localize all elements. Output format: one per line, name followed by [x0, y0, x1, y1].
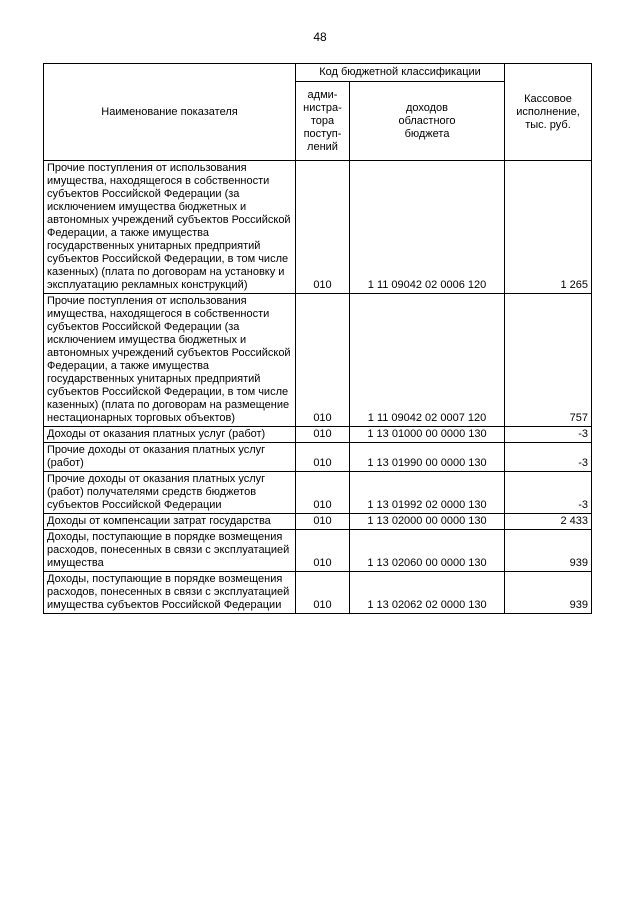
- table-body: [44, 161, 592, 614]
- header-income: [350, 82, 505, 161]
- table-row: [44, 514, 592, 530]
- row-budget-code: 1 13 02060 00 0000 130: [350, 530, 505, 572]
- row-amount: 757: [505, 294, 592, 427]
- row-budget-code: 1 13 01000 00 0000 130: [350, 427, 505, 443]
- row-admin-code: 010: [296, 427, 350, 443]
- row-name: Прочие поступления от использования имущества, находящегося в собственности субъектов Российской Федерации (за исключением имущества бюджетных и автономных учреждений субъектов Российской Федерации, а также имущества государственных унитарных предприятий субъектов Российской Федерации, в том числе казенных) (плата по договорам на размещение нестационарных торговых объектов): [44, 294, 296, 427]
- header-admin: [296, 82, 350, 161]
- row-name: Доходы, поступающие в порядке возмещения расходов, понесенных в связи с эксплуатацией имущества субъектов Российской Федерации: [44, 572, 296, 614]
- row-amount: 1 265: [505, 161, 592, 294]
- row-budget-code: 1 13 01990 00 0000 130: [350, 443, 505, 472]
- header-income-text: доходов областного бюджета: [398, 101, 456, 140]
- table-row: [44, 161, 592, 294]
- row-admin-code: 010: [296, 443, 350, 472]
- row-admin-code: 010: [296, 514, 350, 530]
- row-budget-code: 1 11 09042 02 0006 120: [350, 161, 505, 294]
- row-admin-code: 010: [296, 161, 350, 294]
- table-row: [44, 530, 592, 572]
- budget-table: [43, 63, 592, 614]
- row-amount: 939: [505, 530, 592, 572]
- header-execution: [505, 64, 592, 161]
- row-name: Прочие доходы от оказания платных услуг (работ) получателями средств бюджетов субъектов Российской Федерации: [44, 472, 296, 514]
- row-name: Доходы от компенсации затрат государства: [44, 514, 296, 530]
- row-admin-code: 010: [296, 572, 350, 614]
- row-admin-code: 010: [296, 472, 350, 514]
- table-row: [44, 572, 592, 614]
- header-execution-text: Кассовое исполнение, тыс. руб.: [516, 92, 580, 131]
- row-amount: 939: [505, 572, 592, 614]
- row-name: Прочие доходы от оказания платных услуг (работ): [44, 443, 296, 472]
- row-budget-code: 1 13 02000 00 0000 130: [350, 514, 505, 530]
- row-name: Прочие поступления от использования имущества, находящегося в собственности субъектов Российской Федерации (за исключением имущества бюджетных и автономных учреждений субъектов Российской Федерации, а также имущества государственных унитарных предприятий субъектов Российской Федерации, в том числе казенных) (плата по договорам на установку и эксплуатацию рекламных конструкций): [44, 161, 296, 294]
- table-row: [44, 427, 592, 443]
- row-admin-code: 010: [296, 294, 350, 427]
- row-amount: 2 433: [505, 514, 592, 530]
- header-admin-text: адми- нистра- тора поступ- лений: [303, 88, 342, 153]
- header-classification: Код бюджетной классификации: [296, 64, 505, 82]
- row-budget-code: 1 11 09042 02 0007 120: [350, 294, 505, 427]
- row-name: Доходы от оказания платных услуг (работ): [44, 427, 296, 443]
- row-budget-code: 1 13 01992 02 0000 130: [350, 472, 505, 514]
- header-indicator: Наименование показателя: [44, 64, 296, 161]
- row-admin-code: 010: [296, 530, 350, 572]
- row-amount: -3: [505, 443, 592, 472]
- row-name: Доходы, поступающие в порядке возмещения расходов, понесенных в связи с эксплуатацией имущества: [44, 530, 296, 572]
- row-amount: -3: [505, 427, 592, 443]
- page-number: 48: [313, 30, 327, 44]
- table-row: [44, 472, 592, 514]
- table-header: [44, 64, 592, 161]
- row-amount: -3: [505, 472, 592, 514]
- table-row: [44, 294, 592, 427]
- table-row: [44, 443, 592, 472]
- row-budget-code: 1 13 02062 02 0000 130: [350, 572, 505, 614]
